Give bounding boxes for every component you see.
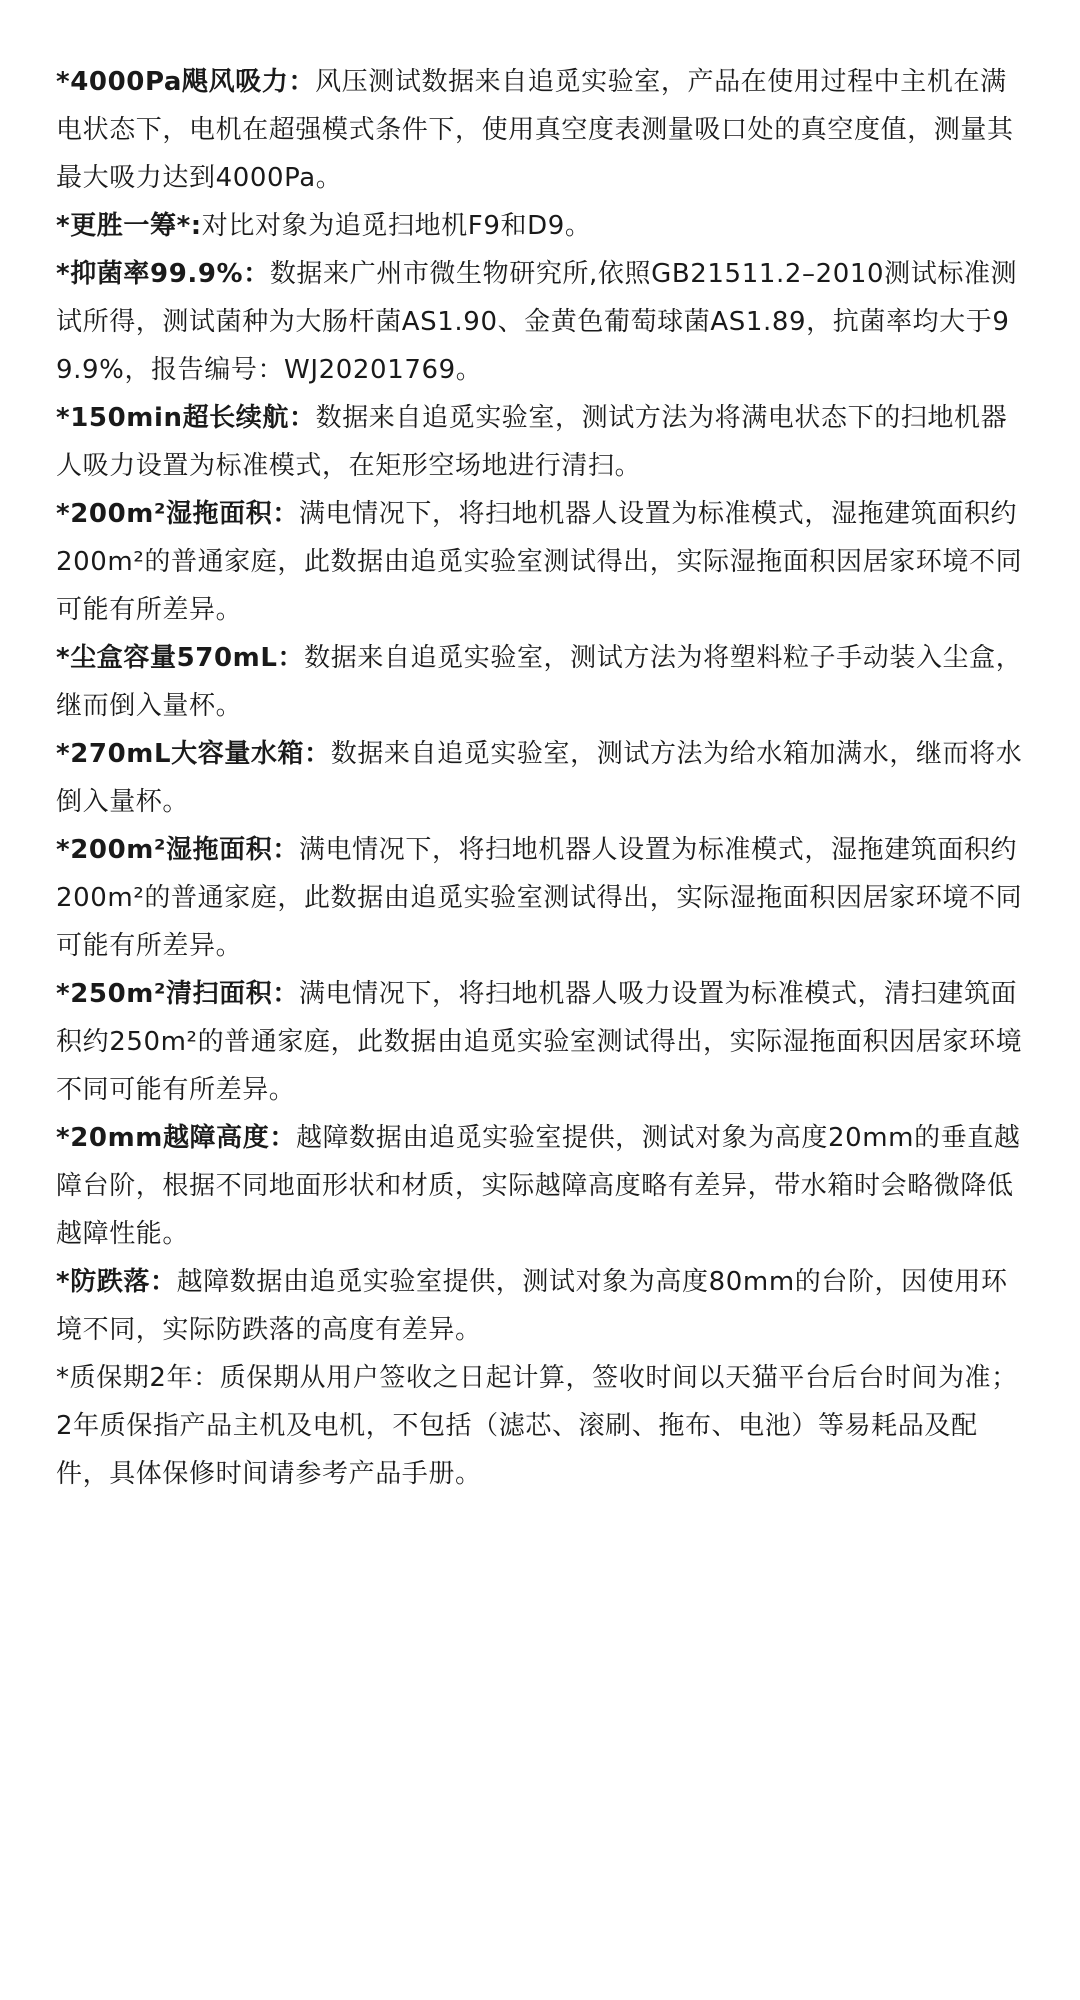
note-dustbin-capacity bbox=[56, 634, 1026, 730]
note-title: *防跌落： bbox=[56, 1267, 177, 1297]
note-mopping-area bbox=[56, 490, 1026, 634]
note-title: *抑菌率99.9%： bbox=[56, 259, 270, 289]
note-text: 质保期从用户签收之日起计算，签收时间以天猫平台后台时间为准；2年质保指产品主机及电机，不包括（滤芯、滚刷、拖布、电池）等易耗品及配件，具体保修时间请参考产品手册。 bbox=[56, 1363, 1018, 1489]
note-title: *250m²清扫面积： bbox=[56, 979, 299, 1009]
note-text: 数据来自追觅实验室，测试方法为给水箱加满水，继而将水倒入量杯。 bbox=[56, 739, 1023, 817]
note-cleaning-area bbox=[56, 970, 1026, 1114]
note-title: *4000Pa飓风吸力： bbox=[56, 67, 316, 97]
note-title: *200m²湿拖面积： bbox=[56, 499, 299, 529]
note-text: 数据来自追觅实验室，测试方法为将塑料粒子手动装入尘盒，继而倒入量杯。 bbox=[56, 643, 1023, 721]
note-title: *150min超长续航： bbox=[56, 403, 316, 433]
note-title: *更胜一筹*: bbox=[56, 211, 202, 241]
note-text: 满电情况下，将扫地机器人设置为标准模式，湿拖建筑面积约200m²的普通家庭，此数据由追觅实验室测试得出，实际湿拖面积因居家环境不同可能有所差异。 bbox=[56, 499, 1023, 625]
note-obstacle-height bbox=[56, 1114, 1026, 1258]
note-anti-fall bbox=[56, 1258, 1026, 1354]
note-water-tank bbox=[56, 730, 1026, 826]
note-title: *200m²湿拖面积： bbox=[56, 835, 299, 865]
note-suction bbox=[56, 58, 1026, 202]
note-title: *质保期2年： bbox=[56, 1363, 220, 1393]
note-title: *尘盒容量570mL： bbox=[56, 643, 305, 673]
note-text: 满电情况下，将扫地机器人吸力设置为标准模式，清扫建筑面积约250m²的普通家庭，此数据由追觅实验室测试得出，实际湿拖面积因居家环境不同可能有所差异。 bbox=[56, 979, 1023, 1105]
note-title: *270mL大容量水箱： bbox=[56, 739, 331, 769]
note-text: 数据来自追觅实验室，测试方法为将满电状态下的扫地机器人吸力设置为标准模式，在矩形空场地进行清扫。 bbox=[56, 403, 1008, 481]
note-text: 越障数据由追觅实验室提供，测试对象为高度80mm的台阶，因使用环境不同，实际防跌落的高度有差异。 bbox=[56, 1267, 1008, 1345]
note-battery-life bbox=[56, 394, 1026, 490]
note-text: 对比对象为追觅扫地机F9和D9。 bbox=[201, 211, 592, 241]
note-mopping-area-repeat bbox=[56, 826, 1026, 970]
note-text: 数据来广州市微生物研究所,依照GB21511.2–2010测试标准测试所得，测试菌种为大肠杆菌AS1.90、金黄色葡萄球菌AS1.89，抗菌率均大于99.9%，报告编号：WJ20201769。 bbox=[56, 259, 1018, 385]
note-text: 风压测试数据来自追觅实验室，产品在使用过程中主机在满电状态下，电机在超强模式条件下，使用真空度表测量吸口处的真空度值，测量其最大吸力达到4000Pa。 bbox=[56, 67, 1014, 193]
note-text: 越障数据由追觅实验室提供，测试对象为高度20mm的垂直越障台阶，根据不同地面形状和材质，实际越障高度略有差异，带水箱时会略微降低越障性能。 bbox=[56, 1123, 1021, 1249]
note-title: *20mm越障高度： bbox=[56, 1123, 296, 1153]
note-warranty bbox=[56, 1354, 1026, 1498]
note-antibacterial bbox=[56, 250, 1026, 394]
disclaimer-notes bbox=[56, 58, 1026, 1498]
note-text: 满电情况下，将扫地机器人设置为标准模式，湿拖建筑面积约200m²的普通家庭，此数据由追觅实验室测试得出，实际湿拖面积因居家环境不同可能有所差异。 bbox=[56, 835, 1023, 961]
note-comparison bbox=[56, 202, 1026, 250]
